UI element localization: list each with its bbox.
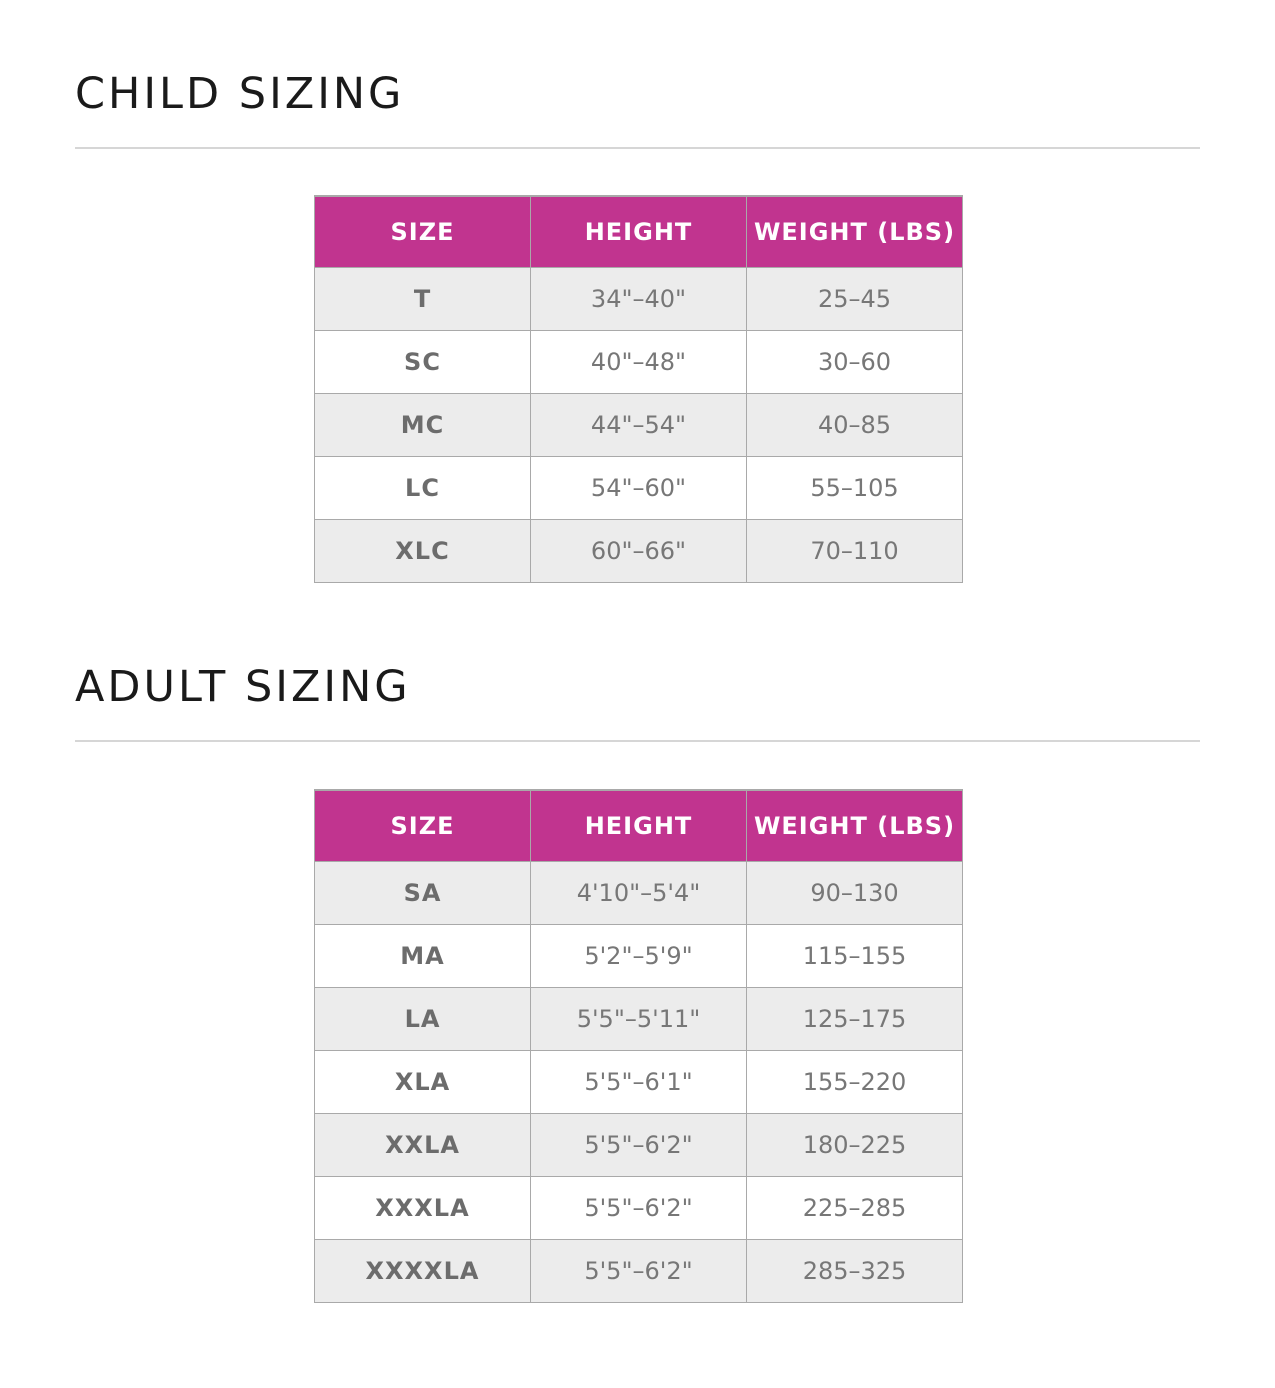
table-row	[315, 925, 963, 988]
height-cell: 34"–40"	[531, 268, 747, 331]
child-section-divider	[75, 147, 1200, 149]
table-row	[315, 394, 963, 457]
table-row	[315, 1177, 963, 1240]
height-cell: 5'2"–5'9"	[531, 925, 747, 988]
size-cell: MC	[315, 394, 531, 457]
size-cell: LA	[315, 988, 531, 1051]
height-column-header: HEIGHT	[531, 790, 747, 862]
height-cell: 60"–66"	[531, 520, 747, 583]
weight-column-header: WEIGHT (LBS)	[747, 790, 963, 862]
weight-cell: 225–285	[747, 1177, 963, 1240]
table-row	[315, 1240, 963, 1303]
adult-size-table	[314, 789, 963, 1303]
weight-cell: 90–130	[747, 862, 963, 925]
size-column-header: SIZE	[315, 196, 531, 268]
height-cell: 5'5"–6'2"	[531, 1114, 747, 1177]
weight-cell: 55–105	[747, 457, 963, 520]
table-row	[315, 1051, 963, 1114]
height-cell: 4'10"–5'4"	[531, 862, 747, 925]
table-row	[315, 988, 963, 1051]
height-cell: 5'5"–6'2"	[531, 1240, 747, 1303]
height-cell: 40"–48"	[531, 331, 747, 394]
size-cell: XXXXLA	[315, 1240, 531, 1303]
adult-section-divider	[75, 740, 1200, 742]
height-cell: 5'5"–6'2"	[531, 1177, 747, 1240]
height-column-header: HEIGHT	[531, 196, 747, 268]
weight-column-header: WEIGHT (LBS)	[747, 196, 963, 268]
adult-sizing-title: ADULT SIZING	[75, 662, 411, 712]
weight-cell: 285–325	[747, 1240, 963, 1303]
table-header-row	[315, 196, 963, 268]
size-cell: SC	[315, 331, 531, 394]
weight-cell: 125–175	[747, 988, 963, 1051]
weight-cell: 180–225	[747, 1114, 963, 1177]
size-column-header: SIZE	[315, 790, 531, 862]
table-row	[315, 1114, 963, 1177]
size-cell: XLC	[315, 520, 531, 583]
size-cell: XXLA	[315, 1114, 531, 1177]
size-cell: XXXLA	[315, 1177, 531, 1240]
weight-cell: 155–220	[747, 1051, 963, 1114]
size-cell: SA	[315, 862, 531, 925]
height-cell: 44"–54"	[531, 394, 747, 457]
size-cell: MA	[315, 925, 531, 988]
size-cell: T	[315, 268, 531, 331]
table-row	[315, 520, 963, 583]
weight-cell: 115–155	[747, 925, 963, 988]
table-row	[315, 457, 963, 520]
table-row	[315, 331, 963, 394]
weight-cell: 70–110	[747, 520, 963, 583]
weight-cell: 40–85	[747, 394, 963, 457]
table-header-row	[315, 790, 963, 862]
table-row	[315, 862, 963, 925]
table-row	[315, 268, 963, 331]
size-cell: XLA	[315, 1051, 531, 1114]
child-sizing-title: CHILD SIZING	[75, 69, 405, 119]
height-cell: 54"–60"	[531, 457, 747, 520]
height-cell: 5'5"–5'11"	[531, 988, 747, 1051]
size-cell: LC	[315, 457, 531, 520]
child-size-table	[314, 195, 963, 583]
height-cell: 5'5"–6'1"	[531, 1051, 747, 1114]
weight-cell: 30–60	[747, 331, 963, 394]
weight-cell: 25–45	[747, 268, 963, 331]
